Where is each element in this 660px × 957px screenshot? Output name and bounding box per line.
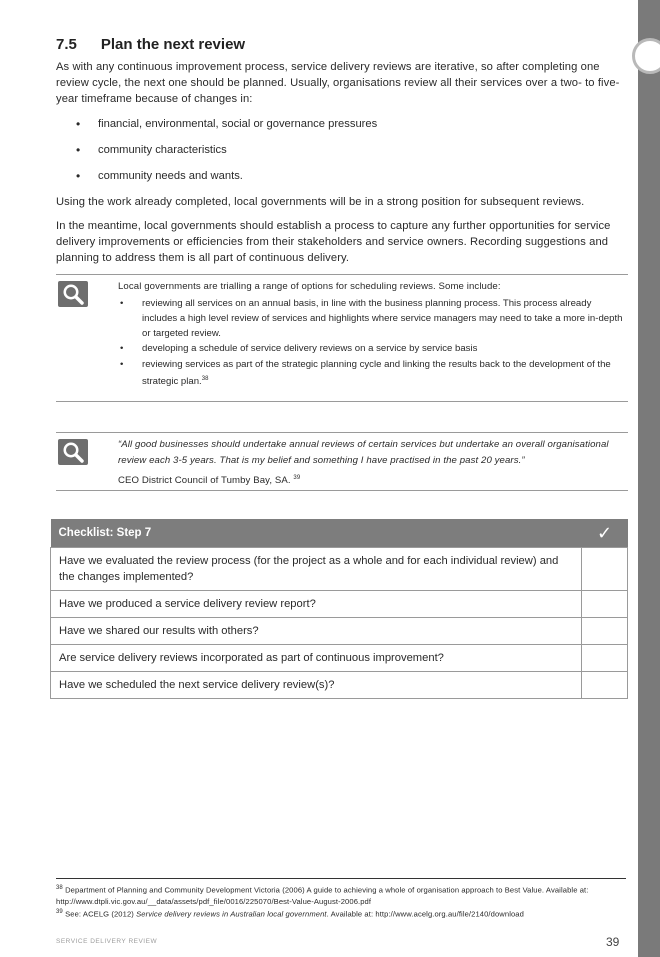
footnotes [56, 878, 626, 919]
section-title: Plan the next review [100, 36, 246, 53]
intro-paragraph: As with any continuous improvement process, service delivery reviews are iterative, so after completing one review cycle, the next one should be planned. Usually, organisations review all their services over a two- to five-year timeframe because of changes in: [56, 61, 620, 106]
checklist-question: Have we evaluated the review process (for the project as a whole and for each individual review) and the changes implemented? [51, 548, 582, 591]
checklist-question: Have we shared our results with others? [51, 618, 582, 645]
checklist-header-row [51, 519, 628, 548]
table-row [51, 645, 628, 672]
checklist-checkbox[interactable] [582, 672, 628, 699]
list-item: • reviewing all services on an annual basis, in line with the business planning process. This process already includes a high level review of services and highlights where service managers may need to take a more in-depth or targeted review. [118, 297, 628, 341]
list-item-text: reviewing services as part of the strategic planning cycle and linking the results back to the development of the strategic plan. [142, 358, 611, 388]
checklist-question: Have we produced a service delivery review report? [51, 591, 582, 618]
quote-text: “All good businesses should undertake annual reviews of certain services but undertake an overall organisational review each 3-5 years. That is my belief and something I have practised in the past 20 years.” [118, 439, 609, 467]
footnote [56, 907, 626, 920]
section-number: 7.5 [56, 36, 77, 53]
table-row [51, 618, 628, 645]
checklist-checkbox[interactable] [582, 645, 628, 672]
list-item: • financial, environmental, social or governance pressures [56, 116, 628, 132]
footnote [56, 883, 626, 907]
table-row [51, 672, 628, 699]
callout-intro: Local governments are trialling a range of options for scheduling reviews. Some include: [118, 281, 501, 293]
page-content [56, 36, 628, 699]
footnote-text: Department of Planning and Community Development Victoria (2006) A guide to achieving a whole of organisation approach to Best Value. Available at: http://www.dtpli.vic.gov.au/__data/assets/pdf_file/0016/225070/Best-Value-August-2006.pdf [56, 885, 589, 906]
spacer [56, 402, 628, 432]
scheduling-options-callout [56, 274, 628, 402]
running-footer: SERVICE DELIVERY REVIEW [56, 938, 158, 945]
footnote-number: 38 [56, 885, 63, 891]
footnote-ref: 38 [201, 376, 209, 383]
body-paragraph: Using the work already completed, local governments will be in a strong position for subsequent reviews. [56, 195, 585, 208]
page-number: 39 [606, 935, 620, 949]
checklist-question: Are service delivery reviews incorporated as part of continuous improvement? [51, 645, 582, 672]
list-item: • community characteristics [56, 142, 628, 158]
table-row [51, 591, 628, 618]
body-paragraph: In the meantime, local governments should establish a process to capture any further opportunities for service delivery improvements or efficiencies from their stakeholders and service owners. Recording suggestions and planning to address them is all part of continuous delivery. [56, 219, 611, 265]
attribution-text: CEO District Council of Tumby Bay, SA. [118, 475, 291, 487]
checklist-question: Have we scheduled the next service delivery review(s)? [51, 672, 582, 699]
quote-callout [56, 432, 628, 491]
change-drivers-list [56, 116, 628, 184]
checklist-table [50, 519, 628, 699]
list-item: • developing a schedule of service delivery reviews on a service by service basis [118, 342, 628, 357]
quote-attribution [118, 471, 628, 488]
checkmark-icon: ✓ [582, 519, 628, 548]
section-heading [56, 36, 628, 53]
magnifier-icon [58, 439, 88, 465]
footnote-text: . Available at: http://www.acelg.org.au/file/2140/download [326, 909, 524, 919]
side-tab-strip [638, 0, 660, 957]
list-item [118, 358, 628, 390]
footnote-ref: 39 [293, 475, 301, 482]
checklist-title: Checklist: Step 7 [51, 519, 582, 548]
list-item: • community needs and wants. [56, 168, 628, 184]
checklist-checkbox[interactable] [582, 591, 628, 618]
scheduling-options-list [118, 297, 628, 390]
spacer [56, 491, 628, 519]
table-row [51, 548, 628, 591]
section-tab-marker [632, 38, 660, 74]
footnote-title: Service delivery reviews in Australian local government [136, 909, 327, 919]
checklist-checkbox[interactable] [582, 548, 628, 591]
checklist-checkbox[interactable] [582, 618, 628, 645]
magnifier-icon [58, 281, 88, 307]
footnote-text: See: ACELG (2012) [65, 909, 137, 919]
footnote-number: 39 [56, 908, 63, 915]
